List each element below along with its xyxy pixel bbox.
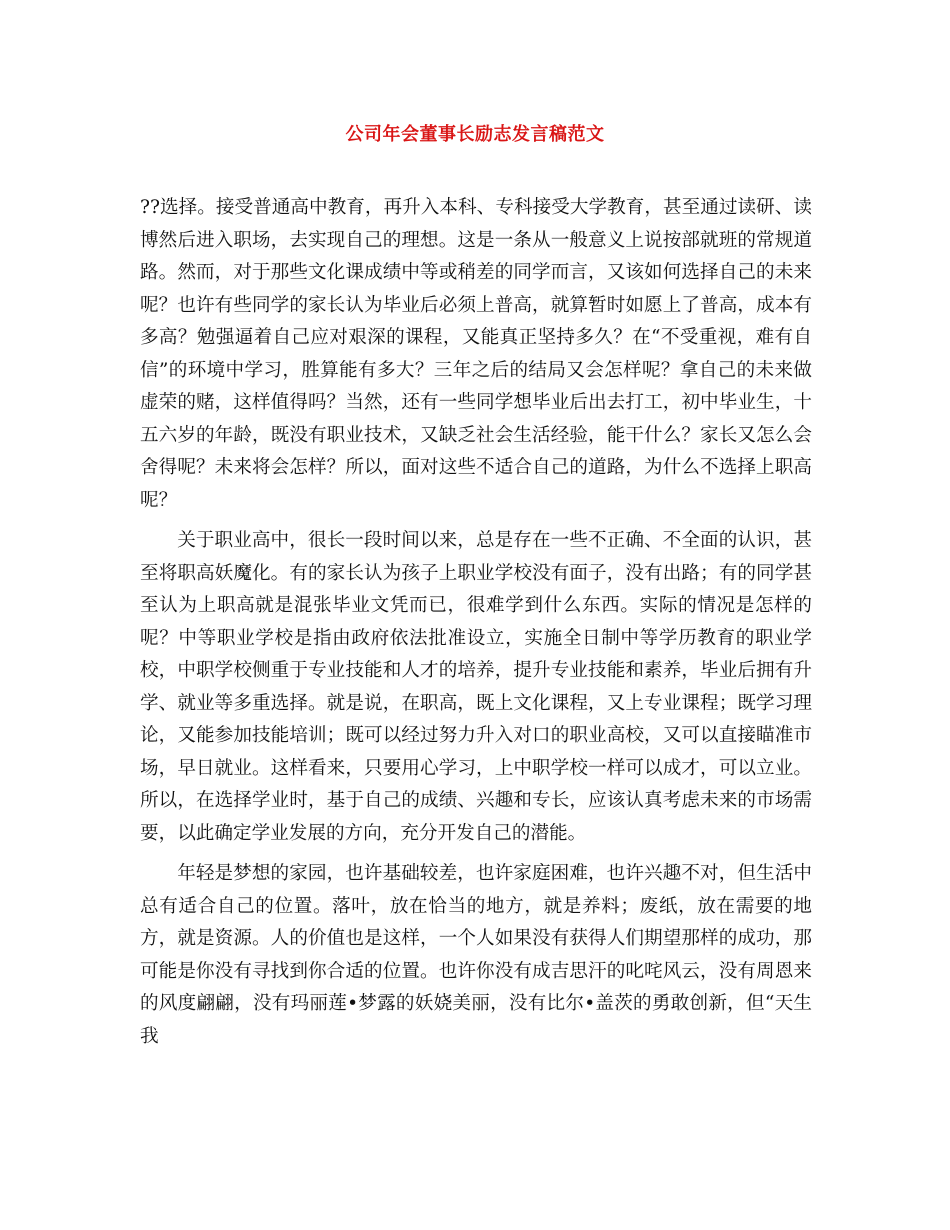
paragraph-2: 关于职业高中，很长一段时间以来，总是存在一些不正确、不全面的认识，甚至将职高妖魔化。有的家长认为孩子上职业学校没有面子，没有出路；有的同学甚至认为上职高就是混张毕业文凭而已，很难学到什么东西。实际的情况是怎样的呢？中等职业学校是指由政府依法批准设立，实施全日制中等学历教育的职业学校，中职学校侧重于专业技能和人才的培养，提升专业技能和素养，毕业后拥有升学、就业等多重选择。就是说，在职高，既上文化课程，又上专业课程；既学习理论，又能参加技能培训；既可以经过努力升入对口的职业高校，又可以直接瞄准市场，早日就业。这样看来，只要用心学习，上中职学校一样可以成才，可以立业。所以，在选择学业时，基于自己的成绩、兴趣和专长，应该认真考虑未来的市场需要，以此确定学业发展的方向，充分开发自己的潜能。 bbox=[140, 530, 812, 844]
paragraph-1: ??选择。接受普通高中教育，再升入本科、专科接受大学教育，甚至通过读研、读博然后进入职场，去实现自己的理想。这是一条从一般意义上说按部就班的常规道路。然而，对于那些文化课成绩中等或稍差的同学而言，又该如何选择自己的未来呢？也许有些同学的家长认为毕业后必须上普高，就算暂时如愿上了普高，成本有多高？勉强逼着自己应对艰深的课程，又能真正坚持多久？在“不受重视，难有自信”的环境中学习，胜算能有多大？三年之后的结局又会怎样呢？拿自己的未来做虚荣的赌，这样值得吗？当然，还有一些同学想毕业后出去打工，初中毕业生，十五六岁的年龄，既没有职业技术，又缺乏社会生活经验，能干什么？家长又怎么会舍得呢？未来将会怎样？所以，面对这些不适合自己的道路，为什么不选择上职高呢？ bbox=[140, 197, 812, 511]
paragraph-3: 年轻是梦想的家园，也许基础较差，也许家庭困难，也许兴趣不对，但生活中总有适合自己的位置。落叶，放在恰当的地方，就是养料；废纸，放在需要的地方，就是资源。人的价值也是这样，一个人如果没有获得人们期望那样的成功，那可能是你没有寻找到你合适的位置。也许你没有成吉思汗的叱咤风云，没有周恩来的风度翩翩，没有玛丽莲•梦露的妖娆美丽，没有比尔•盖茨的勇敢创新，但“天生我 bbox=[140, 863, 812, 1047]
document-title: 公司年会董事长励志发言稿范文 bbox=[345, 124, 605, 145]
document-body bbox=[140, 192, 812, 1061]
